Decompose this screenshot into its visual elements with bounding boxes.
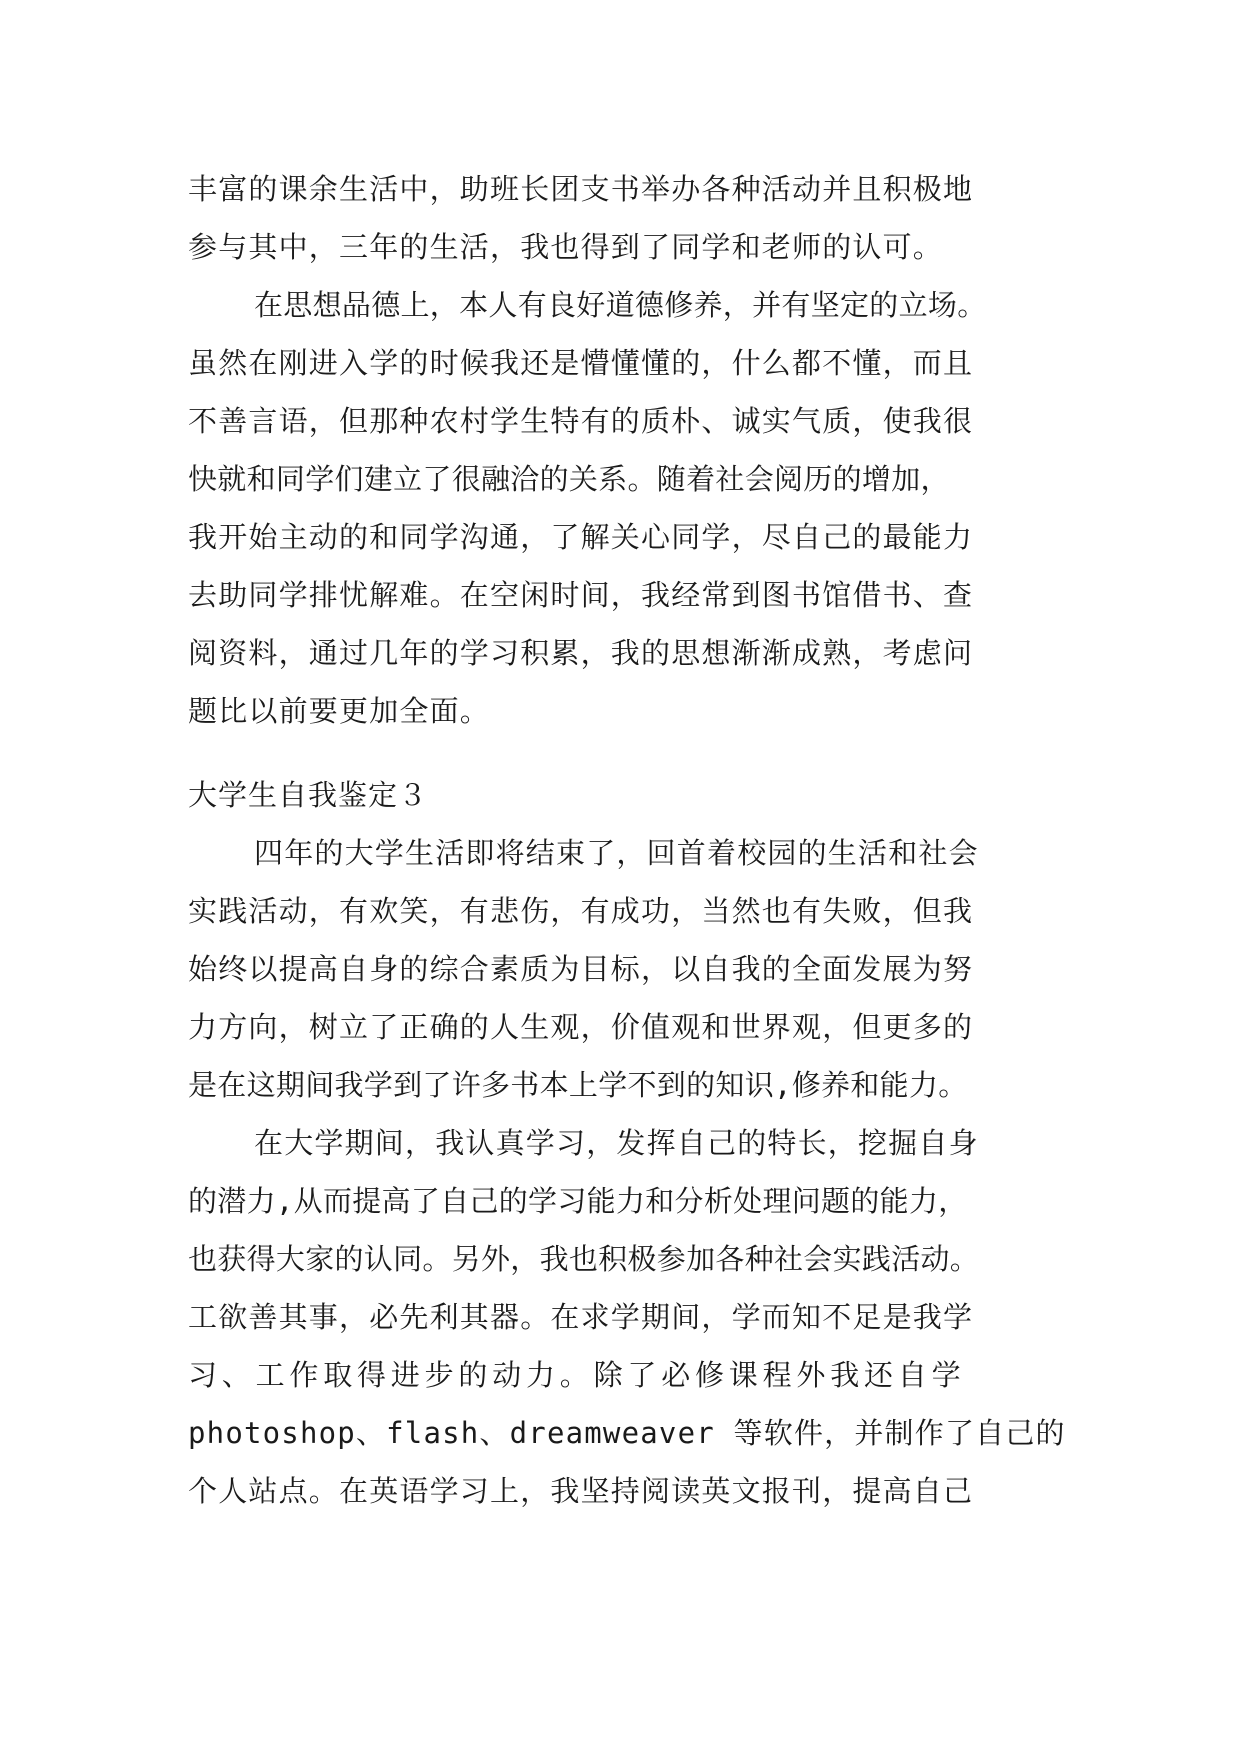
text-line: 我开始主动的和同学沟通，了解关心同学，尽自己的最能力 xyxy=(188,520,974,554)
paragraph-section3-study xyxy=(188,1114,1066,1520)
text-line: 的潜力,从而提高了自己的学习能力和分析处理问题的能力， xyxy=(188,1184,968,1218)
text-line: 去助同学排忧解难。在空闲时间，我经常到图书馆借书、查 xyxy=(188,578,974,612)
text-line: 参与其中，三年的生活，我也得到了同学和老师的认可。 xyxy=(188,230,944,264)
text-line: 也获得大家的认同。另外，我也积极参加各种社会实践活动。 xyxy=(188,1242,980,1276)
paragraph-morality xyxy=(188,276,1054,740)
section-heading: 大学生自我鉴定３ xyxy=(188,778,429,812)
text-line: 始终以提高自身的综合素质为目标，以自我的全面发展为努 xyxy=(188,952,974,986)
paragraph-continued xyxy=(188,160,1054,276)
text-line: 在大学期间，我认真学习，发挥自己的特长，挖掘自身 xyxy=(254,1126,979,1160)
text-line: 不善言语，但那种农村学生特有的质朴、诚实气质，使我很 xyxy=(188,404,974,438)
text-line: 个人站点。在英语学习上，我坚持阅读英文报刊，提高自己 xyxy=(188,1474,974,1508)
text-line: 实践活动，有欢笑，有悲伤，有成功，当然也有失败，但我 xyxy=(188,894,974,928)
text-line: 是在这期间我学到了许多书本上学不到的知识,修养和能力。 xyxy=(188,1068,968,1102)
text-line: 四年的大学生活即将结束了，回首着校园的生活和社会 xyxy=(254,836,979,870)
text-line: 习、工作取得进步的动力。除了必修课程外我还自学 xyxy=(188,1358,966,1392)
document-page xyxy=(188,160,1066,1520)
text-line: 虽然在刚进入学的时候我还是懵懂懂的，什么都不懂，而且 xyxy=(188,346,974,380)
text-line: 力方向，树立了正确的人生观，价值观和世界观，但更多的 xyxy=(188,1010,974,1044)
paragraph-section3-intro xyxy=(188,824,1054,1114)
text-line: 工欲善其事，必先利其器。在求学期间，学而知不足是我学 xyxy=(188,1300,974,1334)
text-line: 丰富的课余生活中，助班长团支书举办各种活动并且积极地 xyxy=(188,172,974,206)
text-line: 阅资料，通过几年的学习积累，我的思想渐渐成熟，考虑问 xyxy=(188,636,974,670)
text-line: 快就和同学们建立了很融洽的关系。随着社会阅历的增加， xyxy=(188,462,950,496)
text-line: 在思想品德上，本人有良好道德修养，并有坚定的立场。 xyxy=(254,288,987,322)
text-line: 题比以前要更加全面。 xyxy=(188,694,491,728)
text-line: photoshop、flash、dreamweaver 等软件，并制作了自己的 xyxy=(188,1416,1066,1450)
